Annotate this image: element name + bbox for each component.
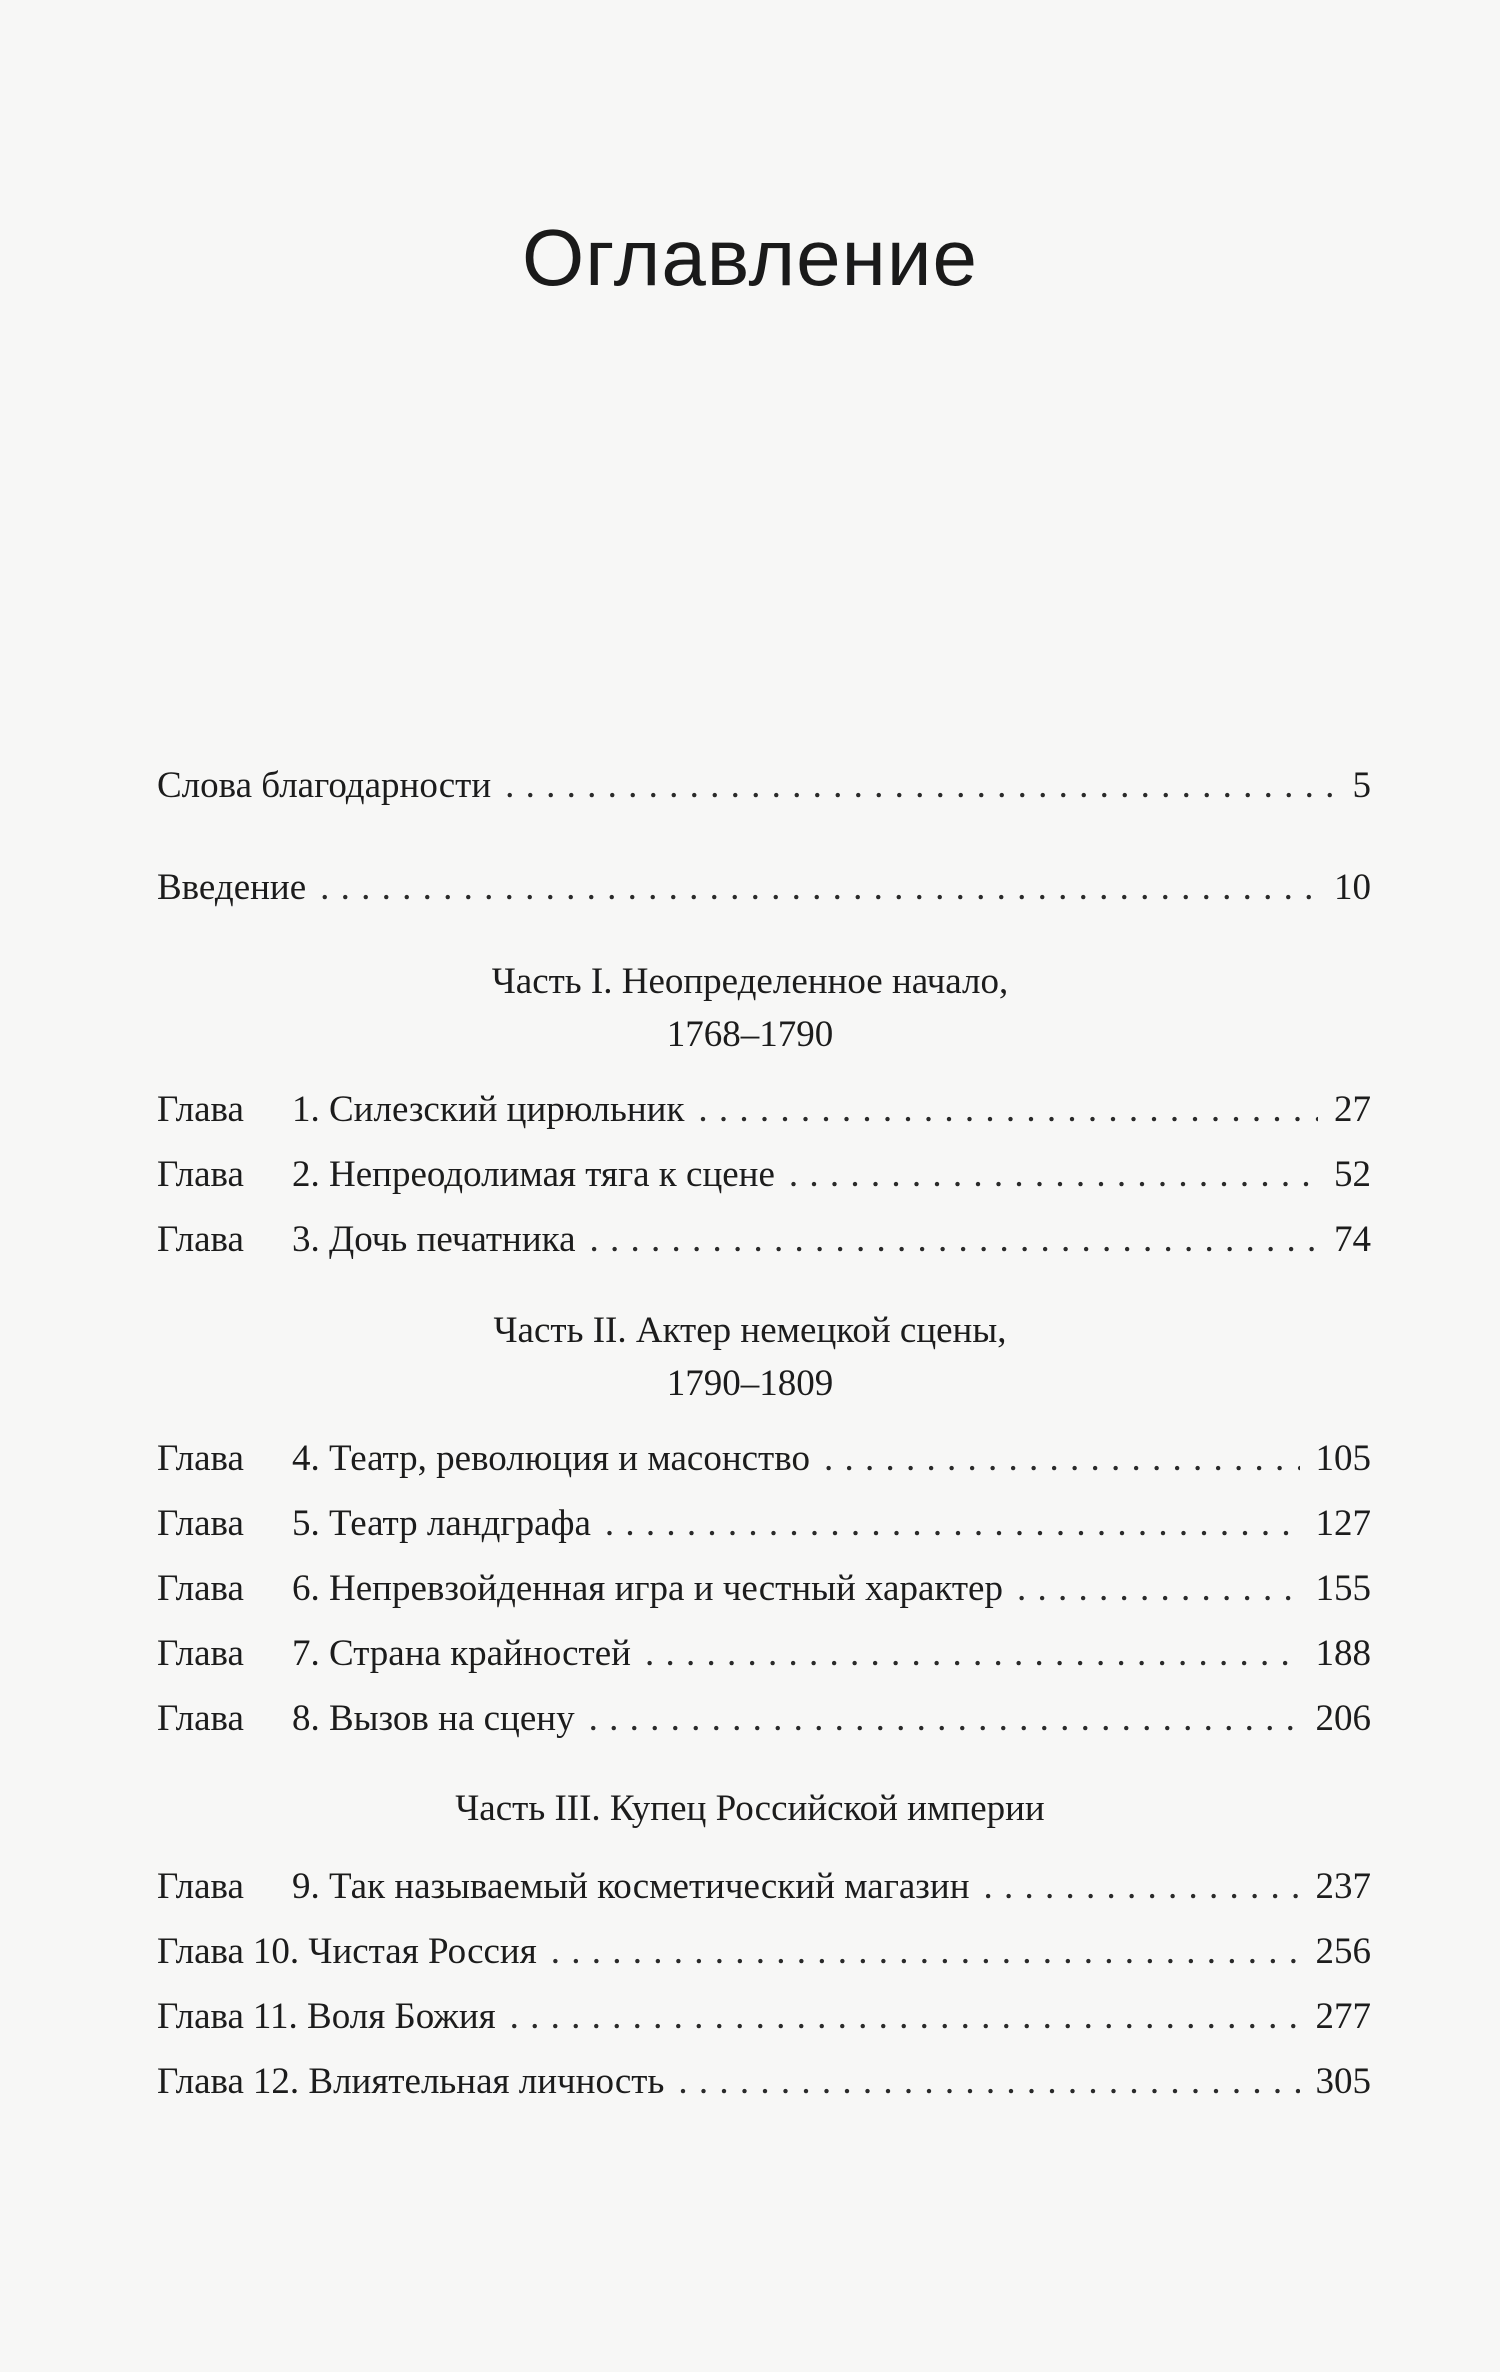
chapter-prefix: Глава xyxy=(157,1866,244,1907)
toc-page-number: 5 xyxy=(1352,765,1371,806)
chapter-title: 4. Театр, революция и масонство xyxy=(292,1438,810,1479)
toc-page-number: 127 xyxy=(1315,1503,1371,1544)
dot-leader xyxy=(590,1214,1319,1266)
chapter-title: 8. Вызов на сцену xyxy=(292,1698,575,1739)
chapter-prefix: Глава xyxy=(157,1633,244,1674)
dot-leader xyxy=(551,1926,1300,1978)
toc-page-number: 105 xyxy=(1315,1438,1371,1479)
toc-chapter-entry[interactable] xyxy=(157,1084,1371,1136)
dot-leader xyxy=(984,1861,1300,1913)
page-title: Оглавление xyxy=(521,213,978,302)
toc-page-number: 237 xyxy=(1315,1866,1371,1907)
toc-entry-label xyxy=(157,1214,576,1266)
toc-entry-label xyxy=(157,1926,537,1978)
chapter-title: 12. Влиятельная личность xyxy=(252,2061,665,2102)
dot-leader xyxy=(789,1149,1318,1201)
toc-entry-label xyxy=(157,1149,775,1201)
toc-entry-label xyxy=(157,1084,684,1136)
toc-chapter-entry[interactable] xyxy=(157,1149,1371,1201)
toc-page-number: 277 xyxy=(1315,1996,1371,2037)
toc-entry-introduction[interactable] xyxy=(157,862,1371,914)
toc-entry-label xyxy=(157,1693,575,1745)
toc-chapter-entry[interactable] xyxy=(157,1214,1371,1266)
dot-leader xyxy=(698,1084,1318,1136)
chapter-prefix: Глава xyxy=(157,1996,244,2037)
toc-page-number: 206 xyxy=(1315,1698,1371,1739)
chapter-prefix: Глава xyxy=(157,1438,244,1479)
toc-entry-label xyxy=(157,2056,664,2108)
toc-entry-label: Слова благодарности xyxy=(157,765,492,806)
toc-chapter-entry[interactable] xyxy=(157,1693,1371,1745)
toc-chapter-entry[interactable] xyxy=(157,2056,1371,2108)
chapter-prefix: Глава xyxy=(157,1219,244,1260)
chapter-title: 9. Так называемый косметический магазин xyxy=(292,1866,970,1907)
chapter-prefix: Глава xyxy=(157,2061,244,2102)
part-heading: Часть III. Купец Российской империи xyxy=(455,1788,1045,1829)
chapter-title: 3. Дочь печатника xyxy=(292,1219,576,1260)
part-years: 1790–1809 xyxy=(666,1363,834,1404)
toc-page-number: 188 xyxy=(1315,1633,1371,1674)
toc-entry-label xyxy=(157,1991,496,2043)
chapter-prefix: Глава xyxy=(157,1931,244,1972)
toc-chapter-entry[interactable] xyxy=(157,1991,1371,2043)
dot-leader xyxy=(320,862,1318,914)
toc-entry-label: Введение xyxy=(157,867,307,908)
toc-entry-label xyxy=(157,1563,1003,1615)
toc-chapter-entry[interactable] xyxy=(157,1433,1371,1485)
toc-page-number: 10 xyxy=(1334,867,1371,908)
toc-entry-label xyxy=(157,1628,631,1680)
toc-page-number: 27 xyxy=(1334,1089,1371,1130)
part-heading: Часть I. Неопределенное начало, xyxy=(491,961,1009,1002)
toc-page-number: 155 xyxy=(1315,1568,1371,1609)
toc-page-number: 305 xyxy=(1315,2061,1371,2102)
dot-leader xyxy=(605,1498,1300,1550)
toc-chapter-entry[interactable] xyxy=(157,1498,1371,1550)
toc-chapter-entry[interactable] xyxy=(157,1861,1371,1913)
part-heading: Часть II. Актер немецкой сцены, xyxy=(493,1310,1007,1351)
chapter-title: 7. Страна крайностей xyxy=(292,1633,631,1674)
dot-leader xyxy=(589,1693,1300,1745)
toc-page-number: 256 xyxy=(1315,1931,1371,1972)
dot-leader xyxy=(824,1433,1300,1485)
toc-chapter-entry[interactable] xyxy=(157,1628,1371,1680)
chapter-title: 6. Непревзойденная игра и честный характер xyxy=(292,1568,1003,1609)
chapter-title: 11. Воля Божия xyxy=(252,1996,496,2037)
chapter-title: 1. Силезский цирюльник xyxy=(292,1089,685,1130)
toc-entry-label xyxy=(157,1861,970,1913)
toc-chapter-entry[interactable] xyxy=(157,1563,1371,1615)
dot-leader xyxy=(678,2056,1299,2108)
toc-entry-label xyxy=(157,1433,810,1485)
chapter-title: 5. Театр ландграфа xyxy=(292,1503,591,1544)
toc-page-number: 74 xyxy=(1334,1219,1371,1260)
dot-leader xyxy=(645,1628,1300,1680)
toc-entry-acknowledgements[interactable] xyxy=(157,760,1371,812)
toc-chapter-entry[interactable] xyxy=(157,1926,1371,1978)
chapter-title: 10. Чистая Россия xyxy=(252,1931,537,1972)
dot-leader xyxy=(510,1991,1300,2043)
dot-leader xyxy=(505,760,1336,812)
dot-leader xyxy=(1017,1563,1300,1615)
chapter-title: 2. Непреодолимая тяга к сцене xyxy=(292,1154,775,1195)
chapter-prefix: Глава xyxy=(157,1568,244,1609)
toc-entry-label xyxy=(157,1498,591,1550)
chapter-prefix: Глава xyxy=(157,1503,244,1544)
toc-page-number: 52 xyxy=(1334,1154,1371,1195)
part-years: 1768–1790 xyxy=(666,1014,834,1055)
chapter-prefix: Глава xyxy=(157,1154,244,1195)
chapter-prefix: Глава xyxy=(157,1698,244,1739)
chapter-prefix: Глава xyxy=(157,1089,244,1130)
